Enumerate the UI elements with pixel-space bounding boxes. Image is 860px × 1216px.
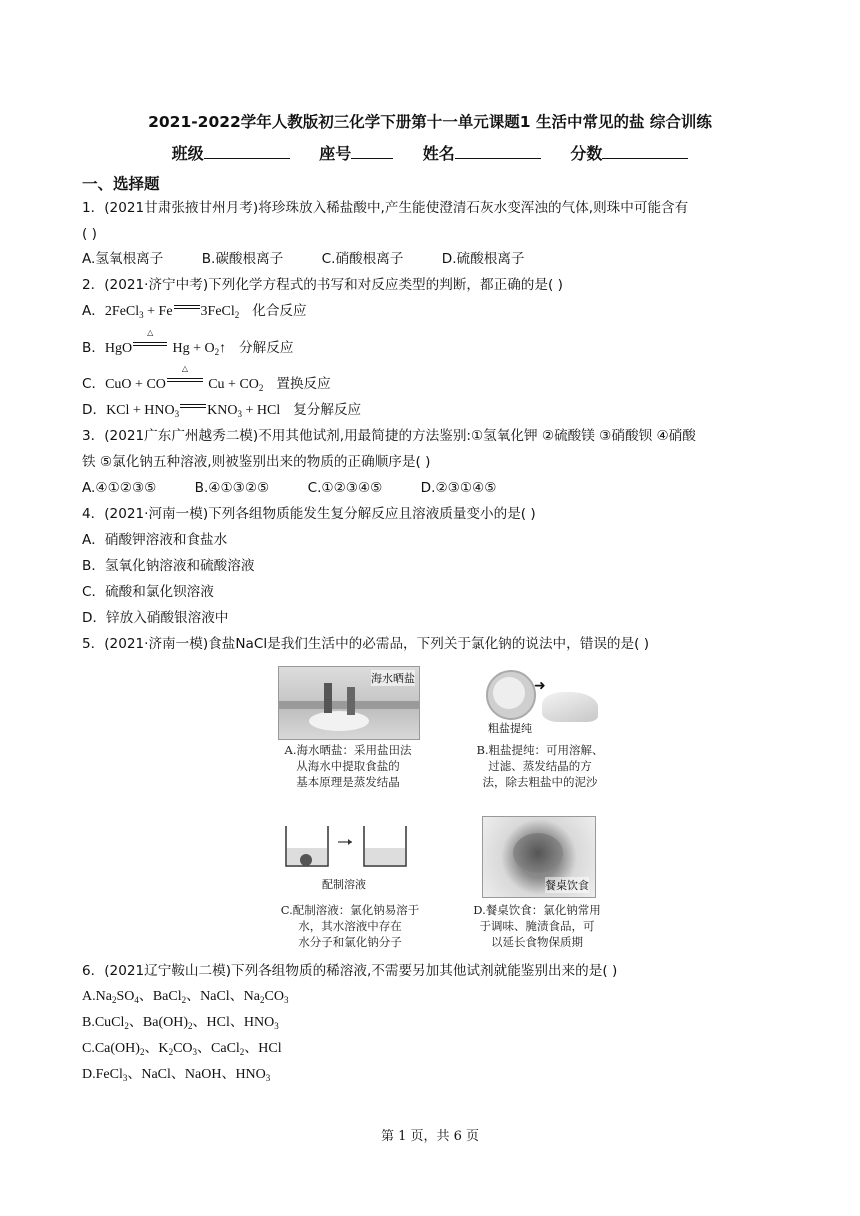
class-field[interactable]	[172, 141, 290, 164]
panel-b-caption: B.粗盐提纯：可用溶解、 过滤、蒸发结晶的方 法，除去粗盐中的泥沙	[476, 743, 604, 789]
q4-option-c[interactable]: C．硫酸和氯化钡溶液	[82, 584, 214, 600]
class-label: 班级	[171, 144, 204, 163]
seat-field[interactable]	[319, 141, 393, 164]
q1-options	[82, 250, 559, 268]
heat-equal-sign: △	[167, 376, 203, 386]
score-blank[interactable]	[602, 144, 688, 159]
name-field[interactable]	[423, 141, 541, 164]
q4-option-d[interactable]: D．锌放入硝酸银溶液中	[82, 610, 229, 626]
q4-option-b[interactable]: B．氢氧化钠溶液和硫酸溶液	[82, 558, 255, 574]
page-footer: 第 1 页，共 6 页	[380, 1129, 480, 1144]
q2-option-b[interactable]: B．HgO △ $Hg + O_2↑$ 分解反应	[82, 328, 294, 357]
q4-stem: 4．(2021·河南一模)下列各组物质能发生复分解反应且溶液质量变小的是( )	[82, 506, 536, 522]
name-blank[interactable]	[455, 144, 541, 159]
q3-stem-line2: 铁 ⑤氯化钠五种溶液,则被鉴别出来的物质的正确顺序是( )	[82, 454, 431, 470]
q4-option-a[interactable]: A．硝酸钾溶液和食盐水	[82, 532, 228, 548]
q5-figure	[270, 662, 620, 950]
q6-option-c[interactable]: $C.Ca(OH)_2$、$K_2CO_3$、CaCl$_2$、HCl	[82, 1041, 282, 1057]
score-field[interactable]	[570, 141, 688, 164]
class-blank[interactable]	[204, 144, 290, 159]
solution-prep-diagram	[278, 822, 418, 894]
seat-blank[interactable]	[351, 144, 393, 159]
dining-photo	[482, 816, 596, 898]
q3-option-b[interactable]: B.④①③②⑤	[194, 480, 270, 496]
q1-answer-blank: ( )	[82, 226, 97, 242]
q3-option-d[interactable]: D.②③①④⑤	[420, 480, 497, 496]
panel-a-tag: 海水晒盐	[371, 672, 415, 685]
panel-c-caption: C.配制溶液：氯化钠易溶于 水，其水溶液中存在 水分子和氯化钠分子	[280, 903, 420, 949]
sea-salt-photo	[278, 666, 420, 740]
q3-option-a[interactable]: A.④①②③⑤	[82, 480, 157, 496]
q1-option-d[interactable]: D.硫酸根离子	[441, 251, 525, 267]
q2-option-a[interactable]: A．2FeCl$_3$ + Fe 3FeCl$_2$ 化合反应	[82, 303, 307, 320]
q2-option-c[interactable]: C．CuO + CO △ $Cu + CO_2$ 置换反应	[82, 364, 331, 393]
q6-stem: 6．(2021辽宁鞍山二模)下列各组物质的稀溶液,不需要另加其他试剂就能鉴别出来的是( )	[82, 963, 618, 979]
q1-option-a[interactable]: A.氢氧根离子	[82, 251, 164, 267]
q3-option-c[interactable]: C.①②③④⑤	[307, 480, 383, 496]
q3-options	[82, 479, 530, 497]
panel-d-tag: 餐桌饮食	[545, 879, 589, 892]
heat-equal-sign: △	[133, 340, 167, 350]
q1-option-c[interactable]: C.硝酸根离子	[321, 251, 404, 267]
panel-a-caption: A.海水晒盐：采用盐田法 从海水中提取食盐的 基本原理是蒸发结晶	[284, 743, 412, 789]
name-label: 姓名	[422, 144, 455, 163]
q2-option-d[interactable]: D．KCl + $HNO_3$ $KNO_3$ + HCl 复分解反应	[82, 402, 362, 419]
q6-option-b[interactable]: B.CuCl$_2$、$Ba(OH)_2$、HCl、$HNO_3$	[82, 1015, 279, 1031]
panel-d-caption: D.餐桌饮食：氯化钠常用 于调味、腌渍食品，可 以延长食物保质期	[473, 903, 601, 949]
section-heading: 一、选择题	[82, 175, 160, 193]
q3-stem-line1: 3．(2021广东广州越秀二模)不用其他试剂,用最简捷的方法鉴别:①氢氧化钾 ②硫酸镁 ③硝酸钡 ④硝酸	[82, 428, 696, 444]
q6-option-d[interactable]: D.FeCl$_3$、NaCl、NaOH、$HNO_3$	[82, 1067, 271, 1083]
student-info-fields	[0, 141, 860, 164]
q2-stem: 2．(2021·济宁中考)下列化学方程式的书写和对反应类型的判断，都正确的是( )	[82, 277, 563, 293]
q1-option-b[interactable]: B.碳酸根离子	[201, 251, 284, 267]
page-title: 2021-2022学年人教版初三化学下册第十一单元课题1 生活中常见的盐 综合训练	[148, 113, 712, 131]
q1-stem: 1．(2021甘肃张掖甘州月考)将珍珠放入稀盐酸中,产生能使澄清石灰水变浑浊的气体,则珠中可能含有	[82, 200, 689, 216]
q5-stem: 5．(2021·济南一模)食盐NaCl是我们生活中的必需品，下列关于氯化钠的说法中，错误的是( )	[82, 636, 650, 652]
score-label: 分数	[570, 144, 603, 163]
q6-option-a[interactable]: $A.Na_2SO_4$、BaCl$_2$、NaCl、$Na_2CO_3$	[82, 989, 289, 1005]
panel-b-tag: 粗盐提纯	[488, 722, 532, 735]
seat-label: 座号	[319, 144, 352, 163]
panel-c-tag: 配制溶液	[322, 878, 366, 891]
salt-purify-photo: ➜ 粗盐提纯	[482, 664, 600, 738]
